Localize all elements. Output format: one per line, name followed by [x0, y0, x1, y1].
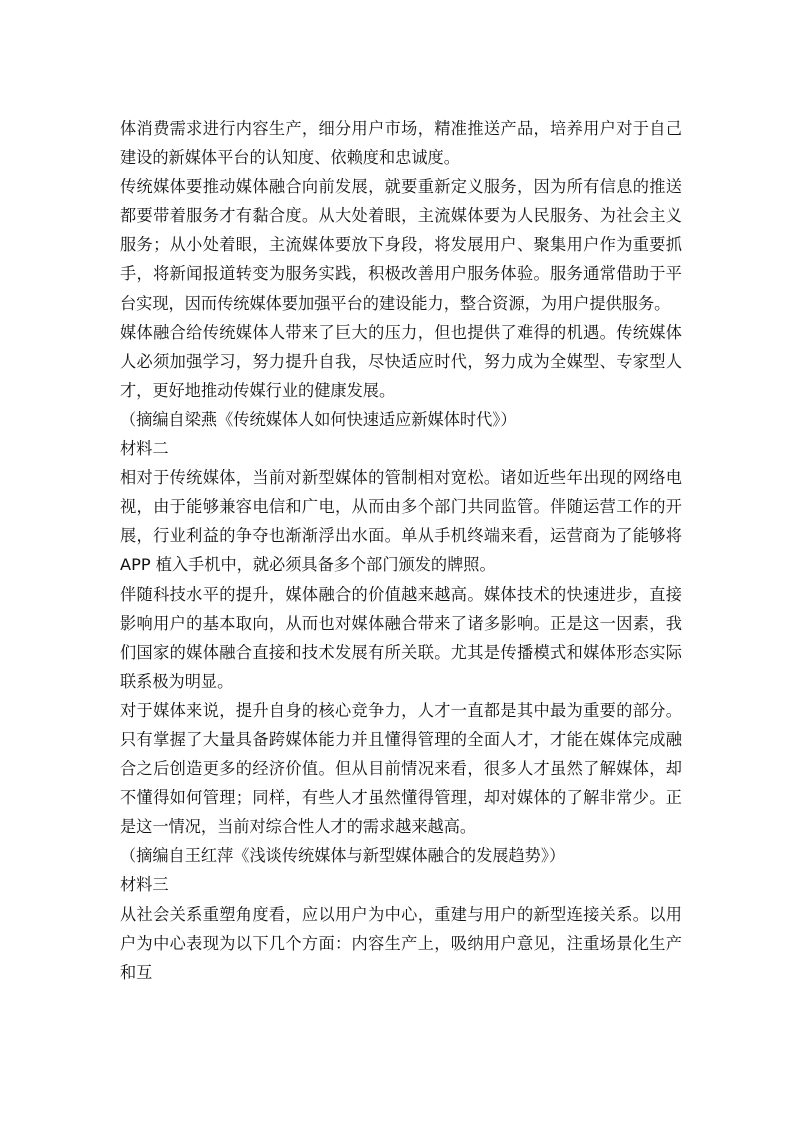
body-paragraph: 媒体融合给传统媒体人带来了巨大的压力，但也提供了难得的机遇。传统媒体人必须加强学习，努力提升自我，尽快适应时代，努力成为全媒型、专家型人才，更好地推动传媒行业的健康发展。 — [120, 322, 682, 400]
source-citation: （摘编自梁燕《传统媒体人如何快速适应新媒体时代》） — [120, 409, 517, 429]
section-heading: 材料二 — [120, 439, 169, 459]
section-heading: 材料三 — [120, 875, 169, 895]
body-paragraph: 体消费需求进行内容生产，细分用户市场，精准推送产品，培养用户对于自己建设的新媒体平台的认知度、依赖度和忠诚度。 — [120, 119, 682, 168]
body-paragraph: 伴随科技水平的提升，媒体融合的价值越来越高。媒体技术的快速进步，直接影响用户的基本取向，从而也对媒体融合带来了诸多影响。正是这一因素，我们国家的媒体融合直接和技术发展有所关联。尤其是传播模式和媒体形态实际联系极为明显。 — [120, 584, 682, 691]
body-paragraph: 从社会关系重塑角度看，应以用户为中心，重建与用户的新型连接关系。以用户为中心表现为以下几个方面：内容生产上，吸纳用户意见，注重场景化生产和互 — [120, 904, 682, 982]
body-paragraph: 传统媒体要推动媒体融合向前发展，就要重新定义服务，因为所有信息的推送都要带着服务才有黏合度。从大处着眼，主流媒体要为人民服务、为社会主义服务；从小处着眼，主流媒体要放下身段，将发展用户、聚集用户作为重要抓手，将新闻报道转变为服务实践，积极改善用户服务体验。服务通常借助于平台实现，因而传统媒体要加强平台的建设能力，整合资源，为用户提供服务。 — [120, 177, 682, 313]
source-citation: （摘编自王红萍《浅谈传统媒体与新型媒体融合的发展趋势》） — [120, 846, 566, 866]
body-paragraph: 相对于传统媒体，当前对新型媒体的管制相对宽松。诸如近些年出现的网络电视，由于能够兼容电信和广电，从而由多个部门共同监管。伴随运营工作的开展，行业利益的争夺也渐渐浮出水面。单从手机终端来看，运营商为了能够将 APP 植入手机中，就必须具备多个部门颁发的牌照。 — [120, 468, 682, 575]
body-paragraph: 对于媒体来说，提升自身的核心竞争力，人才一直都是其中最为重要的部分。只有掌握了大量具备跨媒体能力并且懂得管理的全面人才，才能在媒体完成融合之后创造更多的经济价值。但从目前情况来看，很多人才虽然了解媒体，却不懂得如何管理；同样，有些人才虽然懂得管理，却对媒体的了解非常少。正是这一情况，当前对综合性人才的需求越来越高。 — [120, 700, 682, 837]
document-page — [120, 114, 682, 987]
